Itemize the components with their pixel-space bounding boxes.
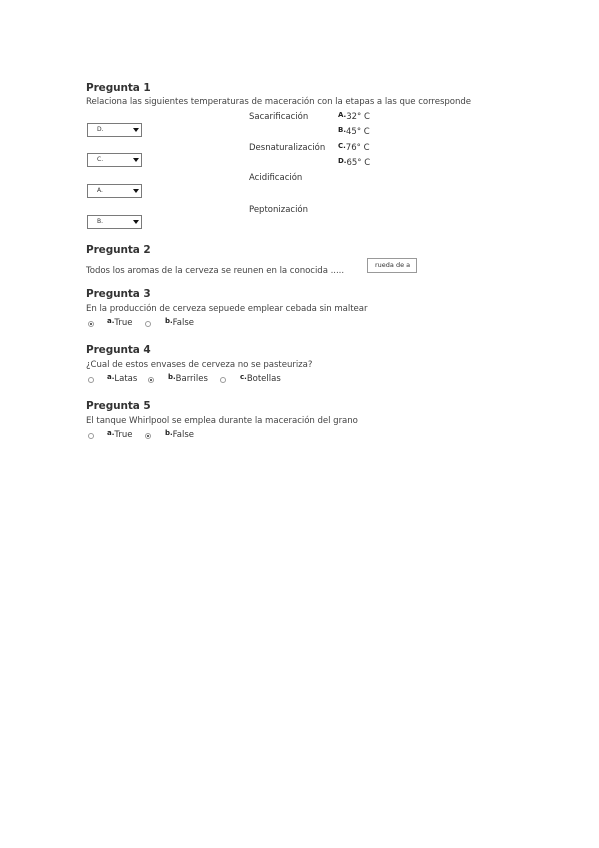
match-select-2[interactable] xyxy=(87,153,142,167)
match-select-4-value: B. xyxy=(97,218,104,225)
stage-label-1: Sacarificación xyxy=(249,112,309,122)
question-2-text: Todos los aromas de la cerveza se reunen en la conocida ..... xyxy=(86,266,345,276)
question-1-text: Relaciona las siguientes temperaturas de maceración con la etapas a las que corresponde xyxy=(86,97,472,107)
match-select-3[interactable] xyxy=(87,184,142,198)
option-botellas[interactable] xyxy=(240,374,281,384)
question-3-text: En la producción de cerveza sepuede emplear cebada sin maltear xyxy=(86,304,368,314)
temperature-option-b xyxy=(338,127,370,137)
option-letter: C. xyxy=(338,142,346,150)
radio-false[interactable] xyxy=(145,321,151,327)
radio-true[interactable] xyxy=(88,433,94,439)
match-select-1[interactable] xyxy=(87,123,142,137)
option-letter: b. xyxy=(168,373,176,381)
match-select-3-value: A. xyxy=(97,187,103,194)
chevron-down-icon xyxy=(133,220,139,224)
option-letter: c. xyxy=(240,373,247,381)
option-latas[interactable] xyxy=(107,374,137,384)
chevron-down-icon xyxy=(133,128,139,132)
option-letter: A. xyxy=(338,111,347,119)
radio-false[interactable] xyxy=(145,433,151,439)
option-letter: b. xyxy=(165,317,173,325)
option-text: 45° C xyxy=(346,127,370,137)
option-letter: a. xyxy=(107,373,115,381)
question-2-title: Pregunta 2 xyxy=(86,244,151,256)
option-letter: a. xyxy=(107,429,115,437)
option-text: Botellas xyxy=(246,374,281,384)
chevron-down-icon xyxy=(133,158,139,162)
option-text: True xyxy=(114,430,133,440)
option-letter: D. xyxy=(338,157,347,165)
answer-input[interactable]: rueda de a xyxy=(367,258,417,273)
match-select-1-value: D. xyxy=(97,126,104,133)
option-true[interactable] xyxy=(107,318,132,328)
stage-label-4: Peptonización xyxy=(249,205,309,215)
match-select-4[interactable] xyxy=(87,215,142,229)
question-1-title: Pregunta 1 xyxy=(86,82,151,94)
radio-true[interactable] xyxy=(88,321,94,327)
question-4-title: Pregunta 4 xyxy=(86,344,151,356)
option-text: Barriles xyxy=(175,374,208,384)
question-5-text: El tanque Whirlpool se emplea durante la maceración del grano xyxy=(86,416,358,426)
option-false[interactable] xyxy=(165,430,194,440)
question-4-text: ¿Cual de estos envases de cerveza no se pasteuriza? xyxy=(86,360,313,370)
option-barriles[interactable] xyxy=(168,374,208,384)
option-letter: B. xyxy=(338,126,346,134)
stage-label-3: Acidificación xyxy=(249,173,303,183)
radio-botellas[interactable] xyxy=(220,377,226,383)
chevron-down-icon xyxy=(133,189,139,193)
option-text: False xyxy=(172,318,195,328)
option-false[interactable] xyxy=(165,318,194,328)
question-5-title: Pregunta 5 xyxy=(86,400,151,412)
option-text: 65° C xyxy=(346,158,371,168)
option-text: 32° C xyxy=(346,112,370,122)
question-3-title: Pregunta 3 xyxy=(86,288,151,300)
temperature-option-a xyxy=(338,112,370,122)
stage-label-2: Desnaturalización xyxy=(249,143,326,153)
option-true[interactable] xyxy=(107,430,132,440)
temperature-option-d xyxy=(338,158,370,168)
radio-barriles[interactable] xyxy=(148,377,154,383)
option-text: 76° C xyxy=(345,143,370,153)
option-letter: a. xyxy=(107,317,115,325)
radio-latas[interactable] xyxy=(88,377,94,383)
option-text: Latas xyxy=(114,374,138,384)
option-text: True xyxy=(114,318,133,328)
temperature-option-c xyxy=(338,143,370,153)
match-select-2-value: C. xyxy=(97,156,104,163)
option-text: False xyxy=(172,430,195,440)
option-letter: b. xyxy=(165,429,173,437)
